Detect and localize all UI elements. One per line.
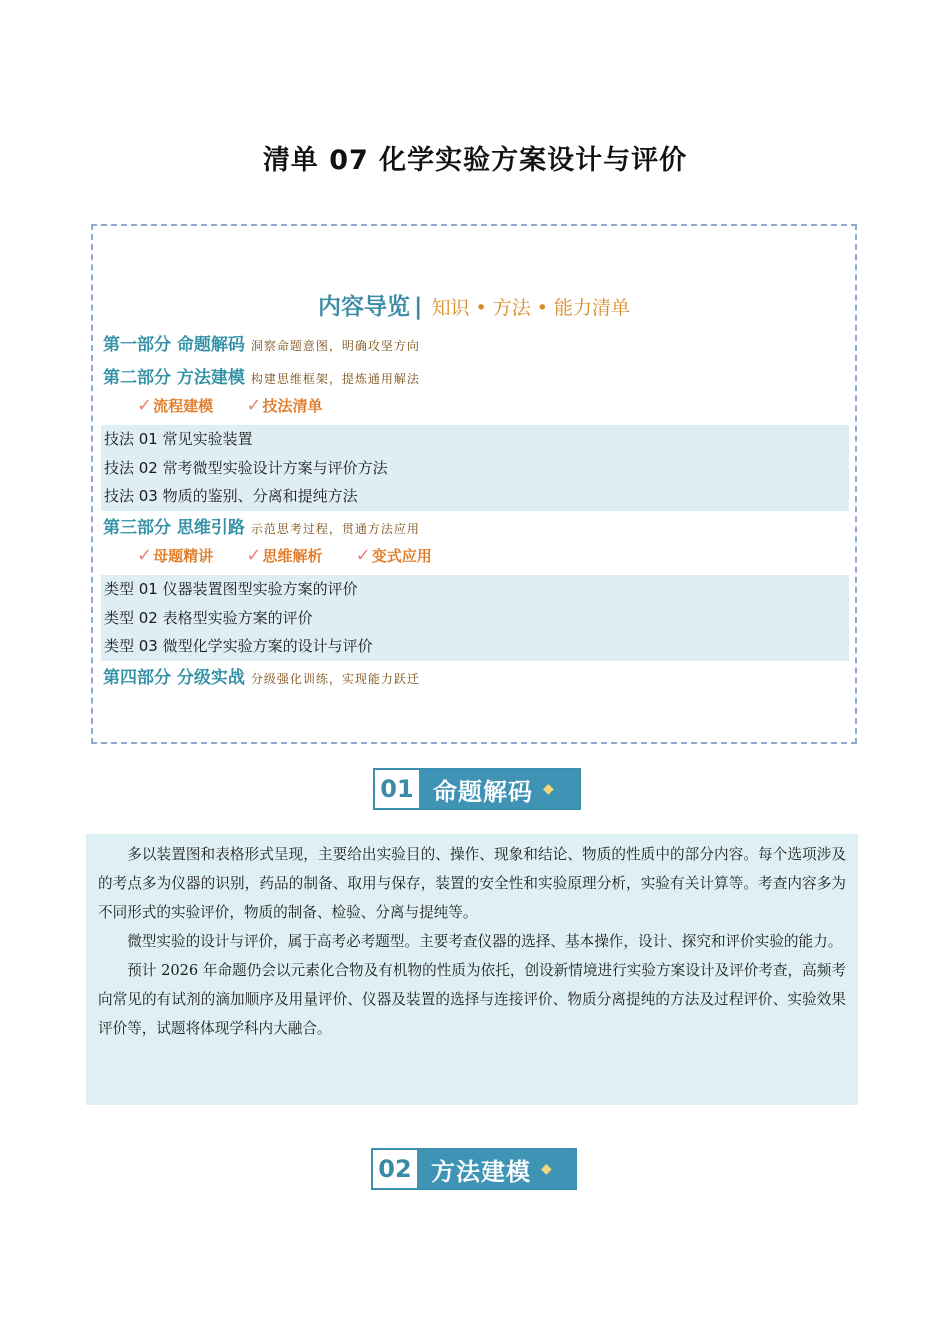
toc-item[interactable]: 类型 03 微型化学实验方案的设计与评价: [104, 637, 373, 656]
section-number: 02: [373, 1150, 417, 1188]
toc-part-2[interactable]: [103, 363, 420, 388]
check-icon: ✓: [137, 545, 153, 566]
toc-item[interactable]: 技法 02 常考微型实验设计方案与评价方法: [104, 458, 388, 477]
part3-list: [101, 575, 849, 661]
section-label: 方法建模 ◆: [417, 1150, 575, 1188]
diamond-icon: ◆: [541, 1161, 553, 1177]
part2-tags: [137, 395, 350, 416]
part3-tags: [137, 545, 460, 566]
toc-box: [91, 224, 857, 744]
paragraph: 预计 2026 年命题仍会以元素化合物及有机物的性质为依托，创设新情境进行实验方案设计及评价考查，高频考向常见的有试剂的滴加顺序及用量评价、仪器及装置的选择与连接评价、物质分离提纯的方法及过程评价、实验效果评价等，试题将体现学科内大融合。: [98, 962, 846, 1037]
toc-part-label: 第一部分 命题解码: [103, 335, 245, 355]
page-title: 清单 07 化学实验方案设计与评价: [262, 145, 688, 176]
tag-item: ✓思维解析: [246, 545, 323, 566]
tag-item: ✓流程建模: [137, 395, 214, 416]
toc-item[interactable]: 类型 02 表格型实验方案的评价: [104, 608, 313, 627]
toc-part-label: 第二部分 方法建模: [103, 368, 245, 388]
section-label: 命题解码 ◆: [419, 770, 579, 808]
check-icon: ✓: [355, 545, 371, 566]
section1-content: [86, 834, 858, 1105]
toc-part-1[interactable]: [103, 330, 420, 355]
tag-item: ✓技法清单: [246, 395, 323, 416]
toc-part-4[interactable]: [103, 663, 420, 688]
section-number: 01: [375, 770, 419, 808]
toc-heading-sub: 知识 • 方法 • 能力清单: [431, 297, 631, 319]
section-badge-02: [371, 1148, 577, 1190]
part2-list: [101, 425, 849, 511]
toc-part-label: 第四部分 分级实战: [103, 668, 245, 688]
diamond-icon: ◆: [543, 781, 555, 797]
check-icon: ✓: [137, 395, 153, 416]
tag-item: ✓变式应用: [355, 545, 432, 566]
tag-item: ✓母题精讲: [137, 545, 214, 566]
check-icon: ✓: [246, 395, 262, 416]
toc-item[interactable]: 类型 01 仪器装置图型实验方案的评价: [104, 580, 358, 598]
toc-part-desc: 构建思维框架，提炼通用解法: [250, 372, 420, 386]
toc-divider: |: [413, 294, 423, 320]
toc-heading-main: 内容导览: [317, 294, 410, 320]
toc-item[interactable]: 技法 01 常见实验装置: [104, 430, 253, 448]
toc-part-label: 第三部分 思维引路: [103, 518, 245, 538]
toc-item[interactable]: 技法 03 物质的鉴别、分离和提纯方法: [104, 487, 358, 506]
toc-part-desc: 示范思考过程，贯通方法应用: [250, 522, 420, 536]
section-badge-01: [373, 768, 581, 810]
paragraph: 微型实验的设计与评价，属于高考必考题型。主要考查仪器的选择、基本操作，设计、探究和评价实验的能力。: [127, 933, 843, 950]
toc-part-3[interactable]: [103, 513, 420, 538]
check-icon: ✓: [246, 545, 262, 566]
paragraph: 多以装置图和表格形式呈现，主要给出实验目的、操作、现象和结论、物质的性质中的部分内容。每个选项涉及的考点多为仪器的识别，药品的制备、取用与保存，装置的安全性和实验原理分析，实验有关计算等。考查内容多为不同形式的实验评价，物质的制备、检验、分离与提纯等。: [98, 846, 846, 921]
toc-heading: [93, 288, 855, 321]
toc-part-desc: 洞察命题意图，明确攻坚方向: [250, 339, 420, 353]
toc-part-desc: 分级强化训练，实现能力跃迁: [250, 672, 420, 686]
